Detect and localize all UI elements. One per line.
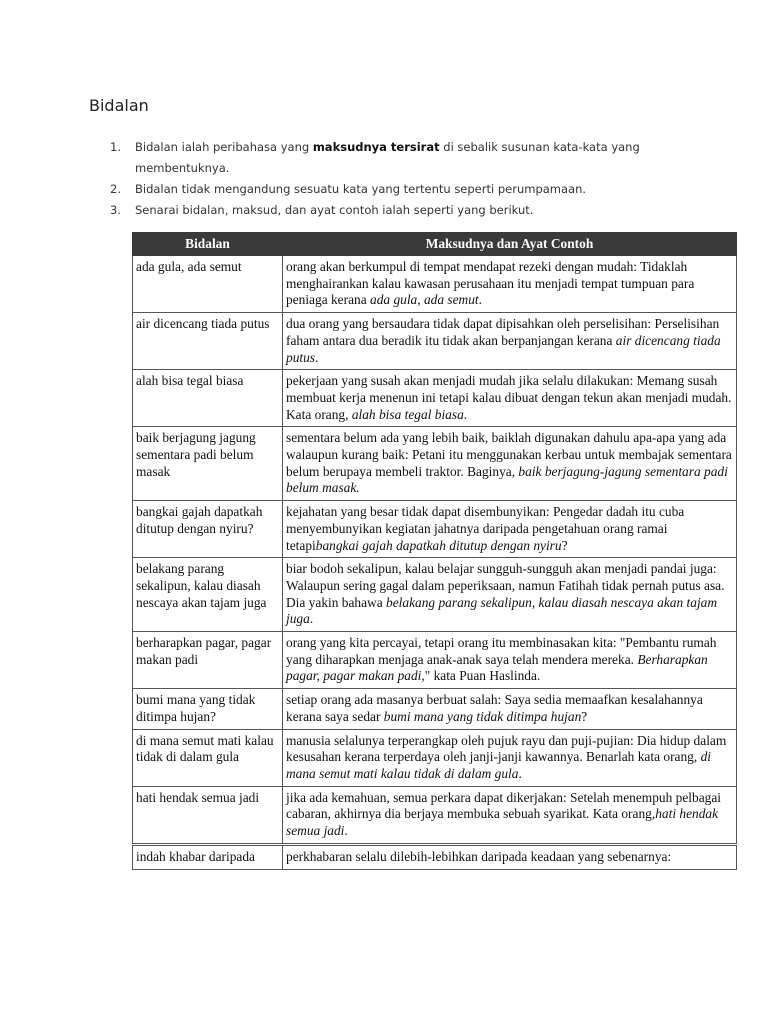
bidalan-cell: bumi mana yang tidak ditimpa hujan? [133, 689, 283, 729]
meaning-tail: . [315, 349, 319, 365]
intro-text: Bidalan tidak mengandung sesuatu kata yang tertentu seperti perumpamaan. [135, 182, 587, 196]
table-row [133, 632, 737, 689]
table-row [133, 427, 737, 501]
meaning-text: sementara belum ada yang lebih baik, baiklah digunakan dahulu apa-apa yang ada walaupun kurang baik: Petani itu menggunakan kerbau untuk membajak sementara belum berupaya membeli traktor. Baginya, [286, 430, 732, 479]
meaning-cell [283, 501, 737, 558]
meaning-tail: . [518, 765, 522, 781]
meaning-text: biar bodoh sekalipun, kalau belajar sungguh-sungguh akan menjadi pandai juga: Walaupun sering gagal dalam peperiksaan, namun Fatihah tidak pernah putus asa. Dia yakin bahawa [286, 561, 725, 610]
list-number: 2. [110, 182, 121, 196]
bidalan-cell: berharapkan pagar, pagar makan padi [133, 632, 283, 689]
table-row [133, 313, 737, 370]
meaning-text: dua orang yang bersaudara tidak dapat dipisahkan oleh perselisihan: Perselisihan faham antara dua beradik itu tidak akan berpanjangan kerana [286, 316, 720, 348]
list-number: 3. [110, 203, 121, 217]
intro-item [110, 137, 670, 179]
example-text: bangkai gajah dapatkah ditutup dengan nyiru [315, 537, 562, 553]
bidalan-cell: alah bisa tegal biasa [133, 370, 283, 427]
meaning-text: perkhabaran selalu dilebih-lebihkan daripada keadaan yang sebenarnya: [286, 848, 672, 864]
meaning-cell [283, 729, 737, 786]
intro-bold-text: maksudnya tersirat [312, 140, 440, 154]
table-row [133, 256, 737, 313]
meaning-text: pekerjaan yang susah akan menjadi mudah jika selalu dilakukan: Memang susah membuat kerja menenun ini tetapi kalau dibuat dengan tekun akan menjadi mudah. Kata orang, [286, 373, 732, 422]
intro-text: di sebalik susunan kata-kata yang membentuknya. [135, 140, 640, 175]
example-text: air dicencang tiada putus [286, 332, 721, 365]
meaning-tail: ," kata Puan Haslinda. [421, 668, 541, 684]
meaning-tail: . [309, 611, 314, 627]
example-text: belakang parang sekalipun, kalau diasah nescaya akan tajam juga [286, 594, 718, 627]
bidalan-cell: belakang parang sekalipun, kalau diasah nescaya akan tajam juga [133, 558, 283, 632]
table-row [133, 844, 737, 869]
column-header-bidalan: Bidalan [133, 233, 283, 256]
table-row [133, 729, 737, 786]
bidalan-cell: baik berjagung jagung sementara padi belum masak [133, 427, 283, 501]
meaning-cell [283, 370, 737, 427]
meaning-tail: ? [581, 708, 588, 724]
meaning-tail: ? [561, 537, 568, 553]
bidalan-cell: air dicencang tiada putus [133, 313, 283, 370]
meaning-text: orang akan berkumpul di tempat mendapat rezeki dengan mudah: Tidaklah menghairankan kalau kawasan perusahaan itu menjadi tempat tumpuan para peniaga kerana [286, 259, 695, 308]
bidalan-cell: indah khabar daripada [133, 844, 283, 869]
bidalan-cell: di mana semut mati kalau tidak di dalam gula [133, 729, 283, 786]
intro-item [110, 200, 670, 221]
intro-text: Bidalan ialah peribahasa yang [135, 140, 313, 154]
example-text: ada gula, ada semut [370, 292, 479, 308]
example-text: alah bisa tegal biasa [351, 406, 464, 422]
example-text: hati hendak semua jadi [286, 806, 719, 839]
bidalan-table [132, 232, 737, 870]
meaning-text: setiap orang ada masanya berbuat salah: Saya sedia memaafkan kesalahannya kerana saya sedar [286, 692, 703, 724]
meaning-cell [283, 632, 737, 689]
meaning-text: kejahatan yang besar tidak dapat disembunyikan: Pengedar dadah itu cuba menyembunyikan kegiatan jahatnya daripada pengetahuan orang ramai tetapi [286, 504, 685, 553]
meaning-cell [283, 558, 737, 632]
intro-text: Senarai bidalan, maksud, dan ayat contoh ialah seperti yang berikut. [135, 203, 534, 217]
meaning-cell [283, 427, 737, 501]
meaning-text: orang yang kita percayai, tetapi orang itu membinasakan kita: "Pembantu rumah yang diharapkan menjaga anak-anak saya telah mendera mereka. [286, 635, 717, 667]
meaning-text: manusia selalunya terperangkap oleh pujuk rayu dan puji-pujian: Dia hidup dalam kesusahan kerana terperdaya oleh janji-janji kawannya. Benarlah kata orang, [286, 732, 727, 765]
meaning-cell [283, 786, 737, 844]
table-row [133, 558, 737, 632]
intro-list [110, 137, 670, 221]
example-text: di mana semut mati kalau tidak di dalam gula [286, 749, 711, 781]
page-title: Bidalan [89, 96, 149, 115]
table-row [133, 689, 737, 729]
meaning-cell [283, 844, 737, 869]
meaning-cell [283, 256, 737, 313]
meaning-tail: . [463, 406, 468, 422]
bidalan-cell: hati hendak semua jadi [133, 786, 283, 844]
meaning-text: jika ada kemahuan, semua perkara dapat dikerjakan: Setelah menempuh pelbagai cabaran, akhirnya dia berjaya membuka sebuah syarikat. Kata orang, [286, 789, 722, 822]
table-row [133, 501, 737, 558]
table-header-row [133, 233, 737, 256]
example-text: baik berjagung-jagung sementara padi belum masak. [286, 463, 728, 496]
meaning-cell [283, 313, 737, 370]
bidalan-cell: ada gula, ada semut [133, 256, 283, 313]
meaning-cell [283, 689, 737, 729]
list-number: 1. [110, 140, 121, 154]
table-row [133, 786, 737, 844]
meaning-tail: . [478, 292, 482, 308]
intro-item [110, 179, 670, 200]
bidalan-cell: bangkai gajah dapatkah ditutup dengan nyiru? [133, 501, 283, 558]
example-text: bumi mana yang tidak ditimpa hujan [383, 708, 582, 724]
meaning-tail: . [344, 823, 348, 839]
column-header-maksud: Maksudnya dan Ayat Contoh [283, 233, 737, 256]
example-text: Berharapkan pagar, pagar makan padi [286, 651, 708, 684]
table-row [133, 370, 737, 427]
